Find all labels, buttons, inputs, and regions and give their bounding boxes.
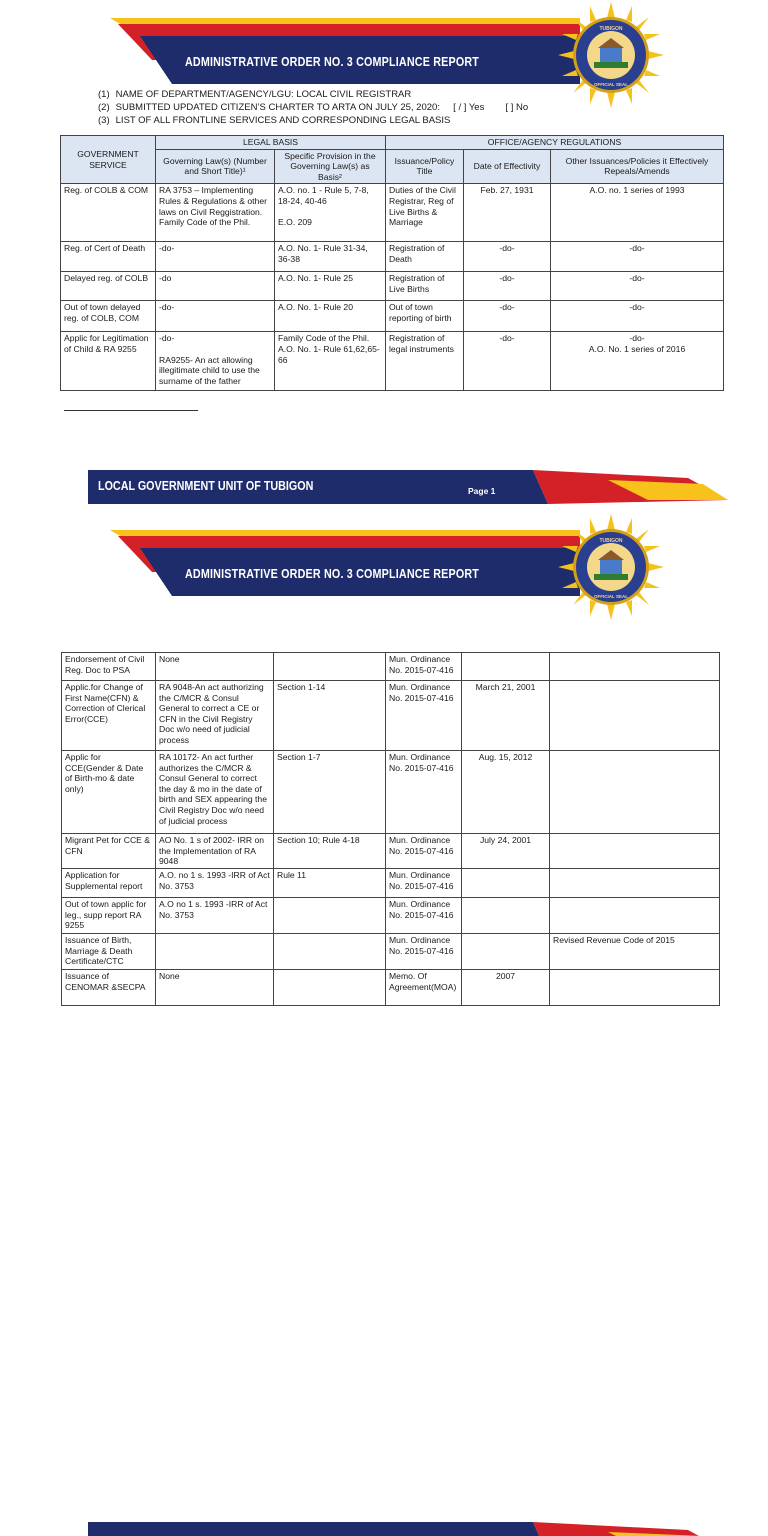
cell-provision	[274, 934, 386, 970]
cell-date: 2007	[462, 970, 550, 1006]
table-row	[61, 184, 724, 242]
svg-text:OFFICIAL SEAL: OFFICIAL SEAL	[594, 594, 628, 599]
cell-date: -do-	[464, 242, 551, 272]
table-body	[62, 653, 720, 1006]
report-page-2	[0, 512, 768, 1024]
cell-other-issuances	[550, 653, 720, 681]
services-table-page-2	[61, 652, 720, 1006]
cell-provision: A.O. No. 1- Rule 20	[275, 301, 386, 332]
cell-other-issuances: A.O. no. 1 series of 1993	[551, 184, 724, 242]
col-issuance-title: Issuance/Policy Title	[386, 149, 464, 184]
yes-checkbox: [ / ] Yes	[453, 102, 485, 113]
cell-date: -do-	[464, 332, 551, 391]
cell-service: Application for Supplemental report	[62, 869, 156, 898]
cell-service: Applic for CCE(Gender & Date of Birth-mo & date only)	[62, 751, 156, 834]
page-number: Page 1	[468, 486, 496, 496]
table-row	[62, 834, 720, 869]
table-row	[62, 898, 720, 934]
cell-other-issuances	[550, 898, 720, 934]
table-row	[62, 869, 720, 898]
cell-date	[462, 653, 550, 681]
table-row	[62, 751, 720, 834]
table-row	[62, 681, 720, 751]
cell-service: Endorsement of Civil Reg. Doc to PSA	[62, 653, 156, 681]
cell-governing-law: -do	[156, 272, 275, 301]
cell-issuance: Registration of legal instruments	[386, 332, 464, 391]
cell-issuance: Mun. Ordinance No. 2015-07-416	[386, 751, 462, 834]
cell-governing-law: RA 10172- An act further authorizes the C/MCR & Consul General to correct the day & mo in the date of birth and SEX appearing the Civil Registry Doc w/o need of judicial process	[156, 751, 274, 834]
cell-date	[462, 934, 550, 970]
cell-date: Feb. 27, 1931	[464, 184, 551, 242]
cell-governing-law: AO No. 1 s of 2002- IRR on the Implementation of RA 9048	[156, 834, 274, 869]
cell-governing-law: -do- RA9255- An act allowing illegitimate child to use the surname of the father	[156, 332, 275, 391]
cell-issuance: Mun. Ordinance No. 2015-07-416	[386, 834, 462, 869]
info-line-1: (1) NAME OF DEPARTMENT/AGENCY/LGU: LOCAL CIVIL REGISTRAR	[98, 89, 412, 100]
cell-issuance: Registration of Death	[386, 242, 464, 272]
footer-banner-partial	[88, 1522, 728, 1536]
cell-issuance: Mun. Ordinance No. 2015-07-416	[386, 898, 462, 934]
cell-service: Reg. of COLB & COM	[61, 184, 156, 242]
cell-governing-law: None	[156, 970, 274, 1006]
cell-issuance: Out of town reporting of birth	[386, 301, 464, 332]
cell-issuance: Mun. Ordinance No. 2015-07-416	[386, 653, 462, 681]
table-row	[62, 934, 720, 970]
cell-service: Migrant Pet for CCE & CFN	[62, 834, 156, 869]
cell-issuance: Registration of Live Births	[386, 272, 464, 301]
info-line-2: (2) SUBMITTED UPDATED CITIZEN’S CHARTER TO ARTA ON JULY 25, 2020: [ / ] Yes [ ] No	[98, 102, 529, 113]
table-row	[61, 242, 724, 272]
cell-other-issuances	[550, 681, 720, 751]
cell-other-issuances	[550, 970, 720, 1006]
col-specific-provision: Specific Provision in the Governing Law(s) as Basis²	[275, 149, 386, 184]
cell-service: Issuance of CENOMAR &SECPA	[62, 970, 156, 1006]
cell-governing-law: RA 3753 – Implementing Rules & Regulations & other laws on Civil Reggistration. Family Code of the Phil.	[156, 184, 275, 242]
cell-service: Out of town delayed reg. of COLB, COM	[61, 301, 156, 332]
cell-service: Reg. of Cert of Death	[61, 242, 156, 272]
cell-date: July 24, 2001	[462, 834, 550, 869]
table-row	[61, 332, 724, 391]
cell-service: Applic.for Change of First Name(CFN) & Correction of Clerical Error(CCE)	[62, 681, 156, 751]
cell-date	[462, 869, 550, 898]
col-legal-basis: LEGAL BASIS	[156, 136, 386, 150]
cell-provision: Rule 11	[274, 869, 386, 898]
cell-issuance: Mun. Ordinance No. 2015-07-416	[386, 934, 462, 970]
cell-issuance: Mun. Ordinance No. 2015-07-416	[386, 681, 462, 751]
cell-issuance: Memo. Of Agreement(MOA)	[386, 970, 462, 1006]
col-date-effectivity: Date of Effectivity	[464, 149, 551, 184]
cell-other-issuances: -do- A.O. No. 1 series of 2016	[551, 332, 724, 391]
cell-governing-law: RA 9048-An act authorizing the C/MCR & Consul General to correct a CE or CFN in the Civil Registry Doc w/o need of judicial process	[156, 681, 274, 751]
table-row	[62, 653, 720, 681]
cell-provision: A.O. No. 1- Rule 25	[275, 272, 386, 301]
table-row	[61, 272, 724, 301]
col-other-issuances: Other Issuances/Policies it Effectively Repeals/Amends	[551, 149, 724, 184]
cell-issuance: Mun. Ordinance No. 2015-07-416	[386, 869, 462, 898]
cell-governing-law: None	[156, 653, 274, 681]
report-title: ADMINISTRATIVE ORDER NO. 3 COMPLIANCE REPORT	[185, 567, 480, 581]
cell-service: Out of town applic for leg., supp report RA 9255	[62, 898, 156, 934]
col-office-regulations: OFFICE/AGENCY REGULATIONS	[386, 136, 724, 150]
services-table-page-1	[60, 135, 724, 391]
cell-service: Delayed reg. of COLB	[61, 272, 156, 301]
cell-other-issuances	[550, 834, 720, 869]
cell-other-issuances: -do-	[551, 301, 724, 332]
cell-date: -do-	[464, 272, 551, 301]
cell-governing-law: A.O. no 1 s. 1993 -IRR of Act No. 3753	[156, 869, 274, 898]
cell-date: -do-	[464, 301, 551, 332]
cell-other-issuances: -do-	[551, 242, 724, 272]
cell-provision: Section 10; Rule 4-18	[274, 834, 386, 869]
report-title: ADMINISTRATIVE ORDER NO. 3 COMPLIANCE REPORT	[185, 55, 480, 69]
table-body	[61, 184, 724, 391]
no-checkbox: [ ] No	[505, 102, 529, 113]
cell-governing-law: A.O no 1 s. 1993 -IRR of Act No. 3753	[156, 898, 274, 934]
cell-governing-law: -do-	[156, 301, 275, 332]
cell-provision	[274, 970, 386, 1006]
cell-date: Aug. 15, 2012	[462, 751, 550, 834]
svg-text:OFFICIAL SEAL: OFFICIAL SEAL	[594, 82, 628, 87]
cell-provision: A.O. No. 1- Rule 31-34, 36-38	[275, 242, 386, 272]
cell-provision: Section 1-14	[274, 681, 386, 751]
col-government-service: GOVERNMENT SERVICE	[61, 136, 156, 184]
cell-date: March 21, 2001	[462, 681, 550, 751]
cell-provision: A.O. no. 1 - Rule 5, 7-8, 18-24, 40-46 E.O. 209	[275, 184, 386, 242]
cell-other-issuances: Revised Revenue Code of 2015	[550, 934, 720, 970]
cell-governing-law	[156, 934, 274, 970]
cell-provision	[274, 653, 386, 681]
cell-provision: Family Code of the Phil. A.O. No. 1- Rule 61,62,65-66	[275, 332, 386, 391]
cell-issuance: Duties of the Civil Registrar, Reg of Live Births & Marriage	[386, 184, 464, 242]
footer-stripes	[88, 1522, 728, 1536]
cell-service: Applic for Legitimation of Child & RA 9255	[61, 332, 156, 391]
table-row	[61, 301, 724, 332]
cell-other-issuances	[550, 751, 720, 834]
footer-banner	[88, 470, 728, 504]
cell-service: Issuance of Birth, Marriage & Death Certificate/CTC	[62, 934, 156, 970]
col-governing-laws: Governing Law(s) (Number and Short Title)¹	[156, 149, 275, 184]
municipal-seal-icon	[556, 0, 666, 110]
table-row	[62, 970, 720, 1006]
cell-governing-law: -do-	[156, 242, 275, 272]
footnote-rule	[64, 410, 198, 411]
cell-other-issuances	[550, 869, 720, 898]
footer-title: LOCAL GOVERNMENT UNIT OF TUBIGON	[98, 479, 314, 493]
report-page-1	[0, 0, 768, 512]
cell-date	[462, 898, 550, 934]
svg-text:TUBIGON: TUBIGON	[599, 26, 623, 32]
svg-text:TUBIGON: TUBIGON	[599, 538, 623, 544]
info-line-3: (3) LIST OF ALL FRONTLINE SERVICES AND CORRESPONDING LEGAL BASIS	[98, 115, 451, 126]
cell-other-issuances: -do-	[551, 272, 724, 301]
report-info	[98, 88, 528, 127]
cell-provision	[274, 898, 386, 934]
cell-provision: Section 1-7	[274, 751, 386, 834]
municipal-seal-icon	[556, 512, 666, 622]
